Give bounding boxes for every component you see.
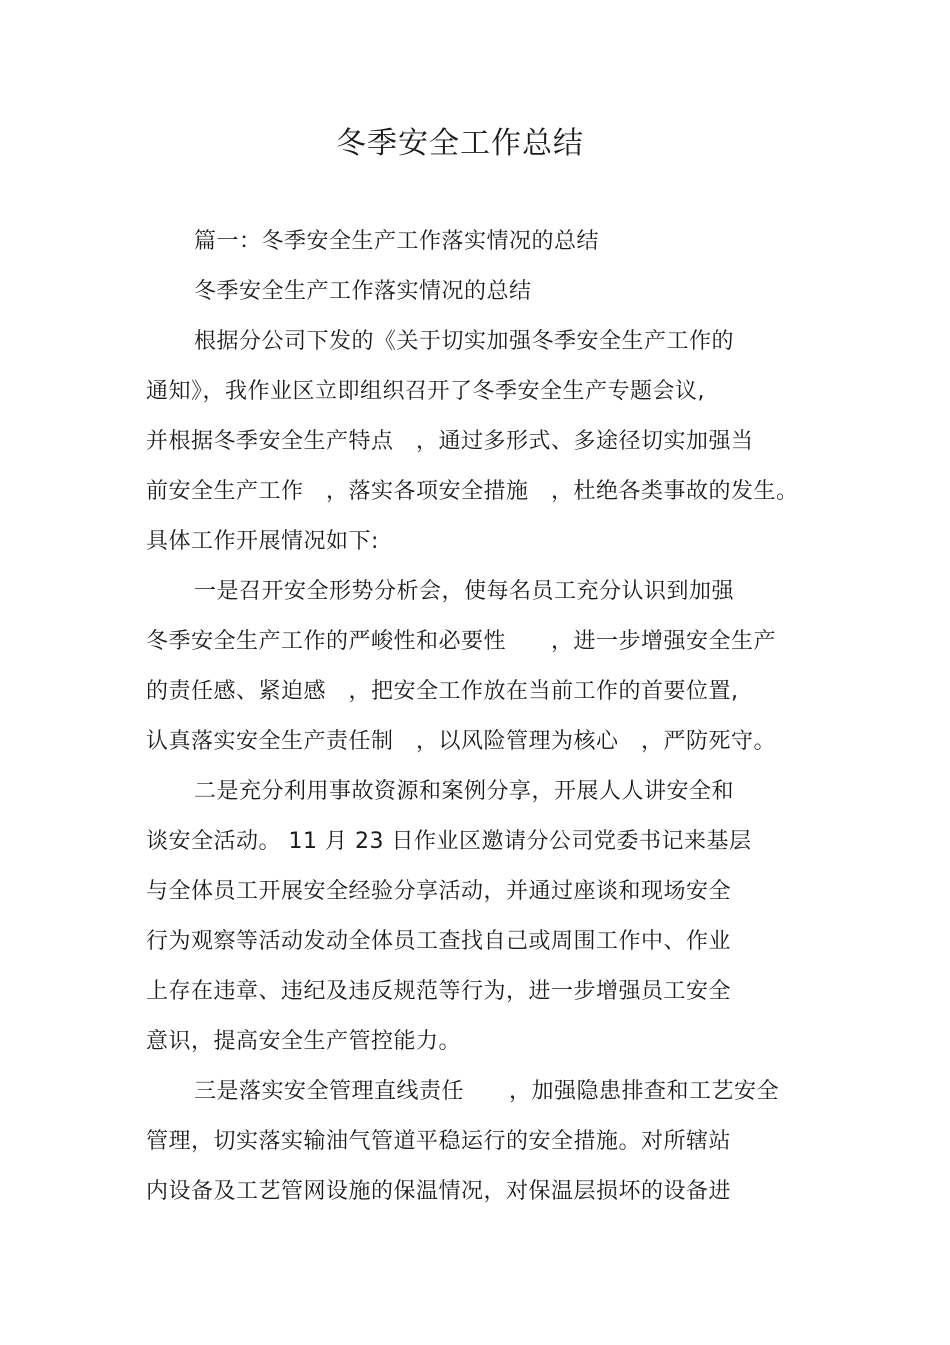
section-heading: 篇一：冬季安全生产工作落实情况的总结 xyxy=(194,229,600,254)
section-subheading: 冬季安全生产工作落实情况的总结 xyxy=(194,279,532,304)
paragraph-line: 管理，切实落实输油气管道平稳运行的安全措施。对所辖站 xyxy=(146,1129,732,1154)
paragraph-line: 与全体员工开展安全经验分享活动，并通过座谈和现场安全 xyxy=(146,879,732,904)
paragraph-line: 认真落实安全生产责任制 ，以风险管理为核心 ，严防死守。 xyxy=(146,729,777,754)
paragraph-line: 具体工作开展情况如下: xyxy=(146,529,379,554)
paragraph-line: 冬季安全生产工作的严峻性和必要性 ，进一步增强安全生产 xyxy=(146,629,777,654)
paragraph-line: 意识，提高安全生产管控能力。 xyxy=(146,1029,462,1054)
paragraph-line: 二是充分利用事故资源和案例分享，开展人人讲安全和 xyxy=(194,779,735,804)
paragraph-line: 行为观察等活动发动全体员工查找自己或周围工作中、作业 xyxy=(146,929,732,954)
paragraph-line: 上存在违章、违纪及违反规范等行为，进一步增强员工安全 xyxy=(146,979,732,1004)
paragraph-line: 并根据冬季安全生产特点 ，通过多形式、多途径切实加强当 xyxy=(146,429,754,454)
paragraph-line: 内设备及工艺管网设施的保温情况，对保温层损坏的设备进 xyxy=(146,1179,732,1204)
paragraph-line: 一是召开安全形势分析会，使每名员工充分认识到加强 xyxy=(194,579,735,604)
paragraph-line: 根据分公司下发的《关于切实加强冬季安全生产工作的 xyxy=(194,329,735,354)
paragraph-line: 谈安全活动。 11 月 23 日作业区邀请分公司党委书记来基层 xyxy=(146,829,752,854)
page-title: 冬季安全工作总结 xyxy=(336,126,584,161)
paragraph-line: 的责任感、紧迫感 ，把安全工作放在当前工作的首要位置, xyxy=(146,679,739,704)
paragraph-line: 通知》，我作业区立即组织召开了冬季安全生产专题会议, xyxy=(146,379,705,404)
paragraph-line: 前安全生产工作 ，落实各项安全措施 ，杜绝各类事故的发生。 xyxy=(146,479,799,504)
paragraph-line: 三是落实安全管理直线责任 ，加强隐患排查和工艺安全 xyxy=(194,1079,780,1104)
